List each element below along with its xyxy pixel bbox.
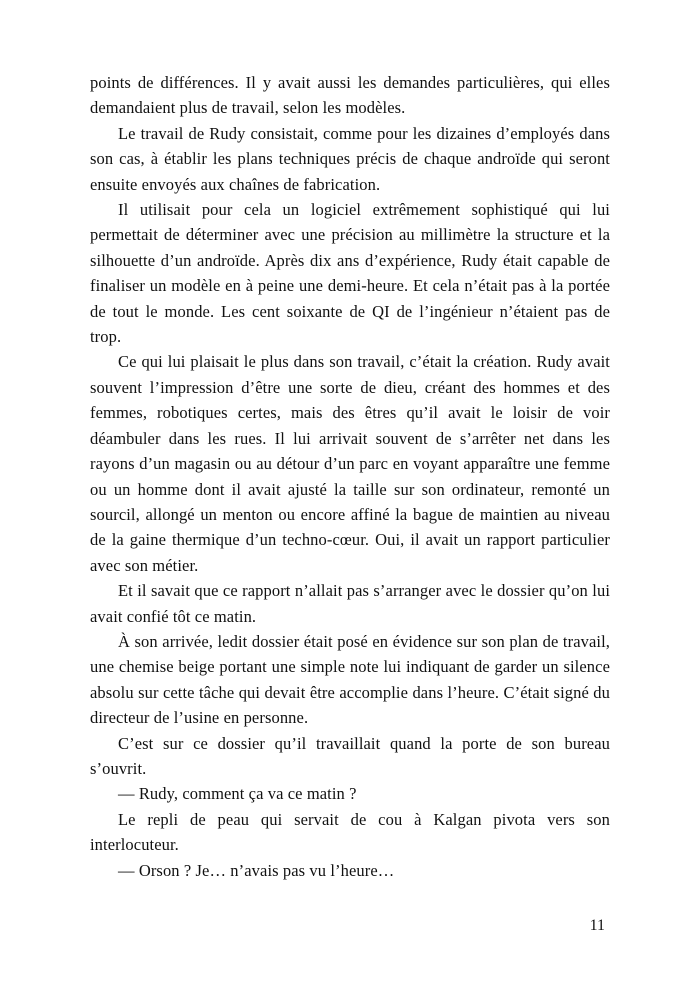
paragraph: Le travail de Rudy consistait, comme pour les dizaines d’employés dans son cas, à établir les plans techniques précis de chaque androïde qui seront ensuite envoyés aux chaînes de fabrication. xyxy=(90,123,610,194)
page-number: 11 xyxy=(589,917,605,934)
paragraph: points de différences. Il y avait aussi les demandes particulières, qui elles demandaient plus de travail, selon les modèles. xyxy=(90,73,610,118)
text-block xyxy=(90,70,610,883)
dialogue-line: — Rudy, comment ça va ce matin ? xyxy=(118,784,357,804)
dialogue-line: — Orson ? Je… n’avais pas vu l’heure… xyxy=(118,860,395,880)
paragraph: C’est sur ce dossier qu’il travaillait quand la porte de son bureau s’ouvrit. xyxy=(90,733,610,778)
paragraph: Ce qui lui plaisait le plus dans son travail, c’était la création. Rudy avait souvent l’impression d’être une sorte de dieu, créant des hommes et des femmes, robotiques certes, mais des êtres qu’il avait le loisir de voir déambuler dans les rues. Il lui arrivait souvent de s’arrêter net dans les rayons d’un magasin ou au détour d’un parc en voyant apparaître une femme ou un homme dont il avait ajusté la taille sur son ordinateur, remonté un sourcil, allongé un menton ou encore affiné la bague de maintien au niveau de la gaine thermique d’un techno-cœur. Oui, il avait un rapport particulier avec son métier. xyxy=(90,352,610,575)
paragraph: Le repli de peau qui servait de cou à Kalgan pivota vers son interlocuteur. xyxy=(90,809,610,855)
paragraph: Il utilisait pour cela un logiciel extrêmement sophistiqué qui lui permettait de déterminer avec une précision au millimètre la structure et la silhouette d’un androïde. Après dix ans d’expérience, Rudy était capable de finaliser un modèle en à peine une demi-heure. Et cela n’était pas à la portée de tout le monde. Les cent soixante de QI de l’ingénieur n’étaient pas de trop. xyxy=(90,200,610,347)
paragraph: À son arrivée, ledit dossier était posé en évidence sur son plan de travail, une chemise beige portant une simple note lui indiquant de garder un silence absolu sur cette tâche qui devait être accomplie dans l’heure. C’était signé du directeur de l’usine en personne. xyxy=(90,631,610,728)
paragraph: Et il savait que ce rapport n’allait pas s’arranger avec le dossier qu’on lui avait confié tôt ce matin. xyxy=(90,581,610,626)
